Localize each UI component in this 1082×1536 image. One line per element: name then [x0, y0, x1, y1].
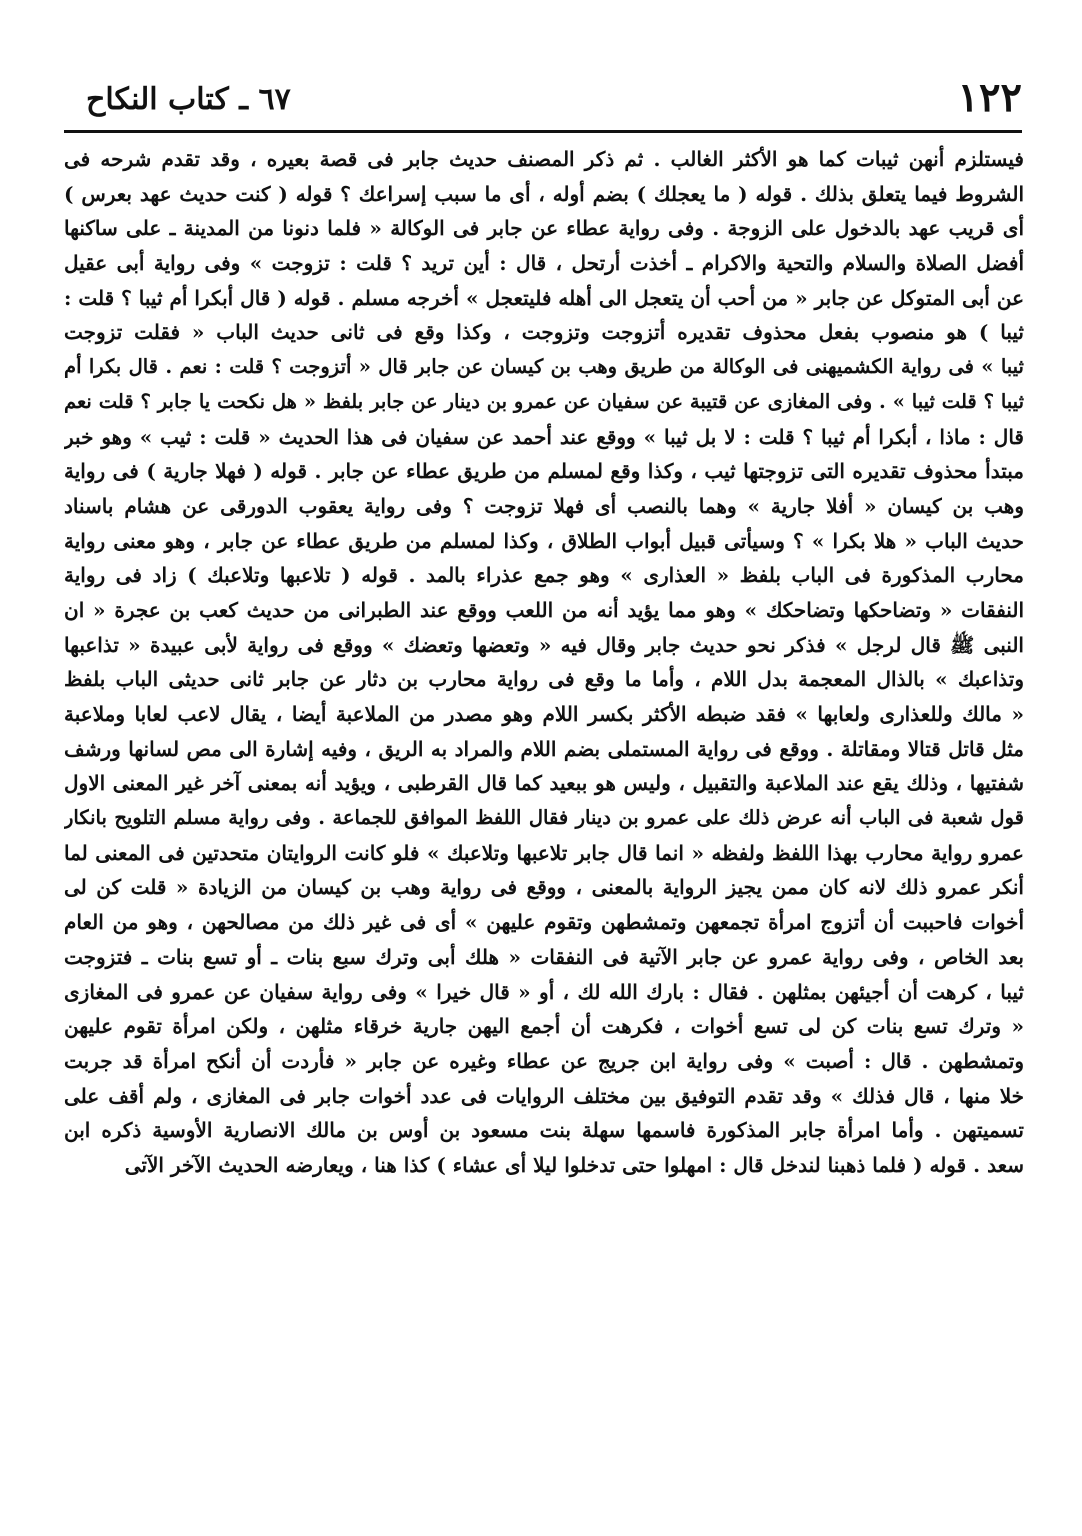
header-rule — [64, 130, 1022, 133]
text-line: أخوات فاحببت أن أتزوج امرأة تجمعهن وتمشطهن وتقوم عليهن » أى فى غير ذلك من مصالحهن ، وهو من العام — [64, 910, 1024, 935]
text-line: شفتيها ، وذلك يقع عند الملاعبة والتقبيل ، وليس هو ببعيد كما قال القرطبى ، ويؤيد أنه بمعنى آخر غير المعنى الاول — [64, 771, 1024, 796]
text-line: ثيبا ؟ قلت ثيبا » . وفى المغازى عن قتيبة عن سفيان عن عمرو بن دينار عن جابر بلفظ « هل نكحت يا جابر ؟ قلت نعم — [64, 389, 1024, 413]
page-header — [64, 74, 1022, 126]
text-line: قول شعبة فى الباب أنه عرض ذلك على عمرو بن دينار فقال اللفظ الموافق للجماعة . وفى رواية مسلم التلويح بانكار — [64, 806, 1024, 830]
text-line: الشروط فيما يتعلق بذلك . قوله ( ما يعجلك ) بضم أوله ، أى ما سبب إسراعك ؟ قوله ( كنت حديث عهد بعرس ) — [64, 181, 1024, 206]
text-line: خلا منها ، قال فذلك » وقد تقدم التوفيق بين مختلف الروايات فى عدد أخوات جابر فى المغازى ، ولم أقف على — [64, 1083, 1024, 1108]
text-line: مثل قاتل قتالا ومقاتلة . ووقع فى رواية المستملى بضم اللام والمراد به الريق ، وفيه إشارة الى مص لسانها ورشف — [64, 736, 1024, 761]
text-line: النفقات « وتضاحكها وتضاحكك » وهو مما يؤيد أنه من اللعب ووقع عند الطبرانى من حديث كعب بن عجرة « ان — [64, 597, 1024, 622]
text-line: أفضل الصلاة والسلام والتحية والاكرام ـ أخذت أرتحل ، قال : أين تريد ؟ قلت : تزوجت » وفى رواية أبى عقيل — [64, 251, 1024, 276]
body-text — [64, 142, 1024, 1183]
text-line: وتمشطهن . قال : أصبت » وفى رواية ابن جريج عن عطاء وغيره عن جابر « فأردت أن أنكح امرأة قد جربت — [64, 1048, 1024, 1073]
text-line: « مالك وللعذارى ولعابها » فقد ضبطه الأكثر بكسر اللام وهو مصدر من الملاعبة أيضا ، يقال لاعب لعابا وملاعبة — [64, 702, 1024, 726]
text-line: ثيبا ) هو منصوب بفعل محذوف تقديره أتزوجت وتزوجت ، وكذا وقع فى ثانى حديث الباب « فقلت تزوجت — [64, 320, 1024, 345]
text-line: مبتدأ محذوف تقديره التى تزوجتها ثيب ، وكذا وقع لمسلم من طريق عطاء عن جابر . قوله ( فهلا جارية ) فى رواية — [64, 459, 1024, 484]
text-line: وتذاعبك » بالذال المعجمة بدل اللام ، وأما ما وقع فى رواية محارب بن دثار عن جابر ثانى حديثى الباب بلفظ — [64, 667, 1024, 692]
text-line: فيستلزم أنهن ثيبات كما هو الأكثر الغالب . ثم ذكر المصنف حديث جابر فى قصة بعيره ، وقد تقدم شرحه فى — [64, 147, 1024, 171]
text-line: عن أبى المتوكل عن جابر « من أحب أن يتعجل الى أهله فليتعجل » أخرجه مسلم . قوله ( قال أبكرا أم ثيبا ؟ قلت : — [64, 285, 1024, 310]
text-line: ثيبا » فى رواية الكشميهنى فى الوكالة من طريق وهب بن كيسان عن جابر قال « أتزوجت ؟ قلت : نعم . قال بكرا أم — [64, 355, 1024, 379]
text-line: تسميتهن . وأما امرأة جابر المذكورة فاسمها سهلة بنت مسعود بن أوس بن مالك الانصارية الأوسية ذكره ابن — [64, 1118, 1024, 1143]
text-line: النبى ﷺ قال لرجل » فذكر نحو حديث جابر وقال فيه « وتعضها وتعضك » ووقع فى رواية لأبى عبيدة « تذاعبها — [64, 632, 1024, 657]
text-line: ثيبا ، كرهت أن أجيئهن بمثلهن . فقال : بارك الله لك ، أو « قال خيرا » وفى رواية سفيان عن عمرو فى المغازى — [64, 979, 1024, 1004]
text-line: عمرو رواية محارب بهذا اللفظ ولفظه « انما قال جابر تلاعبها وتلاعبك » فلو كانت الروايتان متحدتين فى المعنى لما — [64, 840, 1024, 865]
chapter-title: ٦٧ ـ كتاب النكاح — [86, 82, 291, 117]
text-line: محارب المذكورة فى الباب بلفظ « العذارى » وهو جمع عذراء بالمد . قوله ( تلاعبها وتلاعبك ) زاد فى رواية — [64, 563, 1024, 588]
text-line: بعد الخاص ، وفى رواية عمرو عن جابر الآتية فى النفقات « هلك أبى وترك سبع بنات ـ أو تسع بنات ـ فتزوجت — [64, 944, 1024, 969]
text-line: سعد . قوله ( فلما ذهبنا لندخل قال : امهلوا حتى تدخلوا ليلا أى عشاء ) كذا هنا ، ويعارضه الحديث الآخر الآتى — [124, 1152, 1024, 1177]
text-line: قال : ماذا ، أبكرا أم ثيبا ؟ قلت : لا بل ثيبا » ووقع عند أحمد عن سفيان فى هذا الحديث « قلت : ثيب » وهو خبر — [64, 424, 1024, 449]
text-line: أى قريب عهد بالدخول على الزوجة . وفى رواية عطاء عن جابر فى الوكالة « فلما دنونا من المدينة ـ على ساكنها — [64, 216, 1024, 241]
text-line: وهب بن كيسان « أفلا جارية » وهما بالنصب أى فهلا تزوجت ؟ وفى رواية يعقوب الدورقى عن هشام باسناد — [64, 493, 1024, 518]
page-number: ١٢٢ — [957, 74, 1022, 121]
text-line: أنكر عمرو ذلك لانه كان ممن يجيز الرواية بالمعنى ، ووقع فى رواية وهب بن كيسان من الزيادة « قلت كن لى — [64, 875, 1024, 900]
text-line: « وترك تسع بنات كن لى تسع أخوات ، فكرهت أن أجمع اليهن جارية خرقاء مثلهن ، ولكن امرأة تقوم عليهن — [64, 1014, 1024, 1039]
text-line: حديث الباب « هلا بكرا » ؟ وسيأتى قبيل أبواب الطلاق ، وكذا لمسلم من طريق عطاء عن جابر ، وهو معنى رواية — [64, 528, 1024, 553]
